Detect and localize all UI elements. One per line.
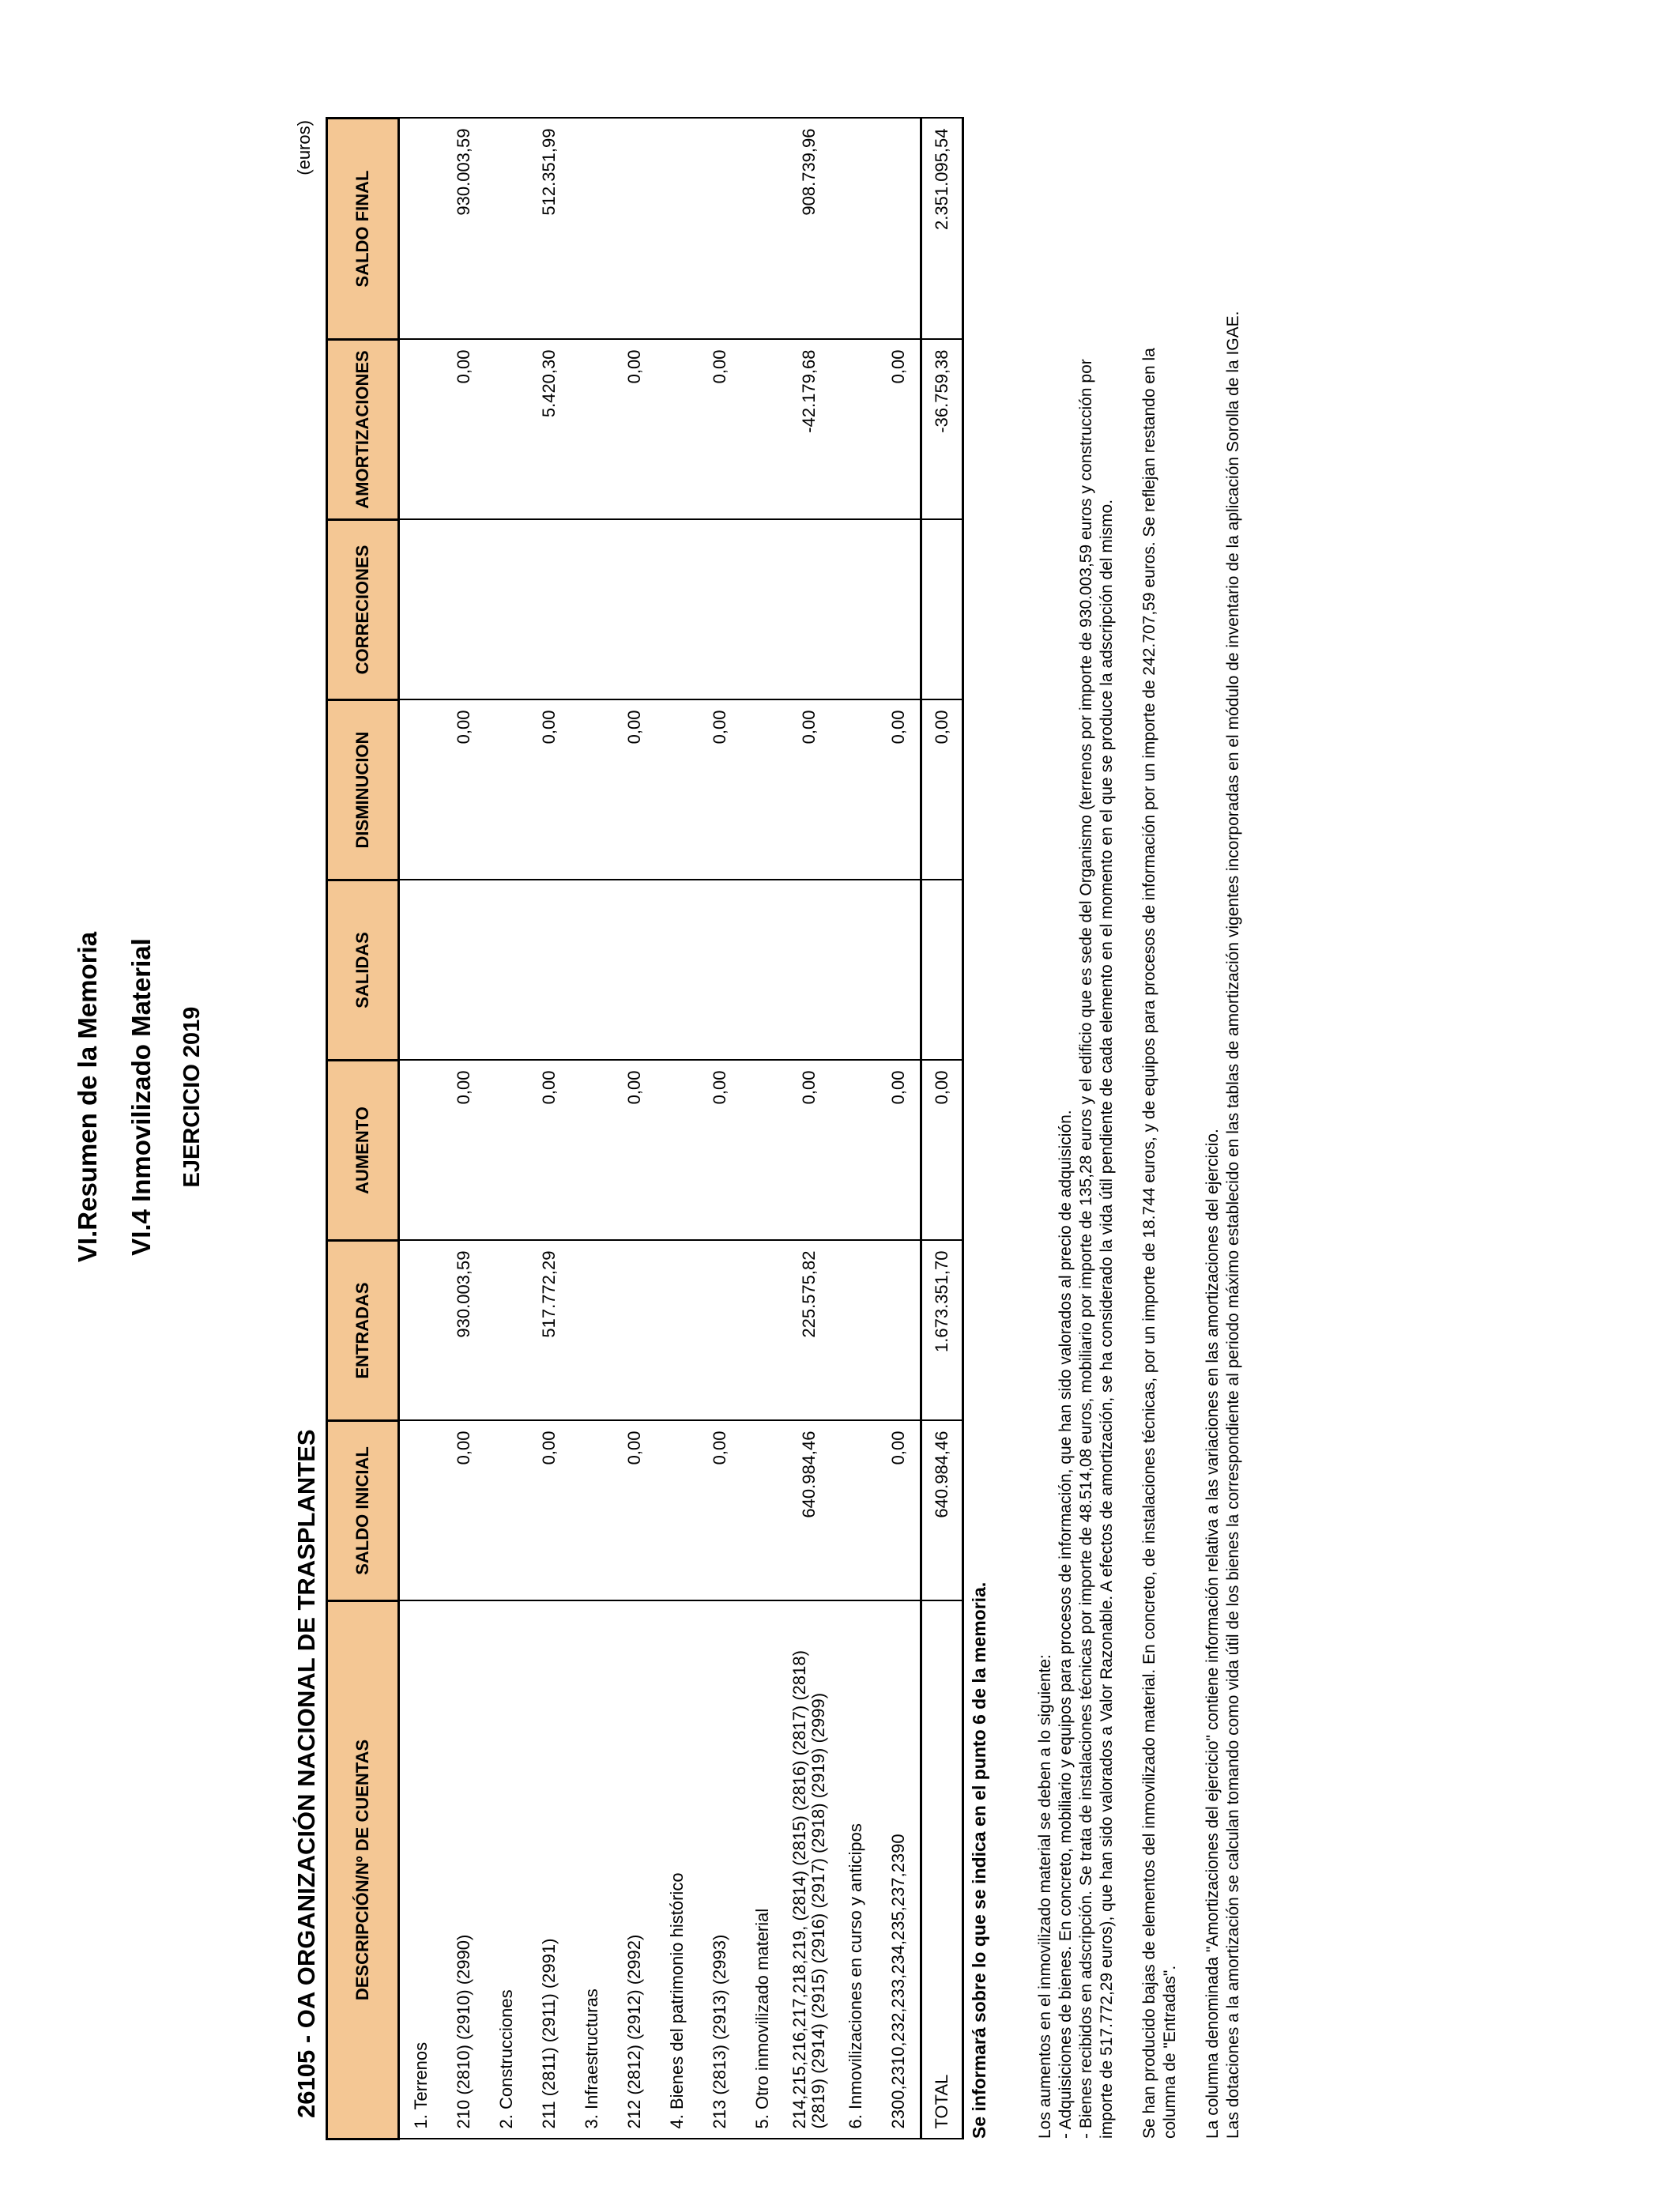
total-amortizaciones: -36.759,38 xyxy=(921,340,963,520)
explanatory-notes xyxy=(1035,84,1244,2139)
table-row xyxy=(877,119,921,2139)
table-row xyxy=(784,119,834,2139)
cell-saldo-final xyxy=(741,119,784,340)
note-line: - Bienes recibidos en adscripción. Se trata de instalaciones técnicas por importe de 48.514,08 euros, mobiliario por importe de 135,28 euros y el edificio que es sede del Organismo (terrenos por importe de 930.003,59 euros y construcción por xyxy=(1077,359,1095,2139)
col-descripcion: DESCRIPCIÓN/Nº DE CUENTAS xyxy=(327,1601,399,2139)
cell-saldo-inicial xyxy=(399,1421,443,1601)
note-line: - Adquisiciones de bienes. En concreto, mobiliario y equipos para procesos de información, que han sido valorados al precio de adquisición. xyxy=(1057,1110,1075,2139)
cell-saldo-inicial: 0,00 xyxy=(443,1421,485,1601)
inmovilizado-table xyxy=(326,117,964,2140)
organization-heading: 26105 - OA ORGANIZACIÓN NACIONAL DE TRASPLANTES xyxy=(292,1429,320,2118)
cell-correciones xyxy=(784,520,834,700)
cell-salidas xyxy=(834,880,877,1061)
cell-amortizaciones xyxy=(399,340,443,520)
cell-salidas xyxy=(571,880,613,1061)
table-row xyxy=(528,119,571,2139)
cell-saldo-inicial: 0,00 xyxy=(877,1421,921,1601)
cell-disminucion xyxy=(571,700,613,880)
cell-amortizaciones: 0,00 xyxy=(877,340,921,520)
cell-saldo-inicial xyxy=(741,1421,784,1601)
cell-correciones xyxy=(656,520,699,700)
total-aumento: 0,00 xyxy=(921,1061,963,1241)
note-line: La columna denominada "Amortizaciones del ejercicio" contiene información relativa a las variaciones en las amortizaciones del ejercicio. xyxy=(1203,1129,1222,2139)
cell-salidas xyxy=(443,880,485,1061)
cell-descripcion: 3. Infraestructuras xyxy=(571,1601,613,2139)
exercise-year: EJERCICIO 2019 xyxy=(179,1006,205,1188)
table-row xyxy=(741,119,784,2139)
units-label: (euros) xyxy=(294,120,314,175)
cell-disminucion xyxy=(834,700,877,880)
cell-aumento xyxy=(656,1061,699,1241)
cell-saldo-inicial: 0,00 xyxy=(699,1421,741,1601)
table-row xyxy=(834,119,877,2139)
cell-disminucion: 0,00 xyxy=(784,700,834,880)
cell-entradas xyxy=(699,1241,741,1421)
total-correciones xyxy=(921,520,963,700)
cell-aumento: 0,00 xyxy=(877,1061,921,1241)
total-entradas: 1.673.351,70 xyxy=(921,1241,963,1421)
table-row xyxy=(485,119,528,2139)
cell-saldo-final: 908.739,96 xyxy=(784,119,834,340)
cell-saldo-inicial xyxy=(834,1421,877,1601)
cell-salidas xyxy=(741,880,784,1061)
col-saldo-final: SALDO FINAL xyxy=(327,119,399,340)
cell-correciones xyxy=(485,520,528,700)
cell-disminucion: 0,00 xyxy=(877,700,921,880)
cell-saldo-final xyxy=(699,119,741,340)
col-aumento: AUMENTO xyxy=(327,1061,399,1241)
cell-saldo-final xyxy=(399,119,443,340)
cell-salidas xyxy=(699,880,741,1061)
cell-amortizaciones xyxy=(741,340,784,520)
table-row xyxy=(399,119,443,2139)
cell-saldo-inicial: 640.984,46 xyxy=(784,1421,834,1601)
cell-correciones xyxy=(834,520,877,700)
cell-entradas: 225.575,82 xyxy=(784,1241,834,1421)
cell-saldo-inicial xyxy=(571,1421,613,1601)
cell-correciones xyxy=(699,520,741,700)
table-header-row xyxy=(327,119,399,2139)
cell-amortizaciones xyxy=(485,340,528,520)
cell-salidas xyxy=(877,880,921,1061)
note-line: Las dotaciones a la amortización se calculan tomando como vida útil de los bienes la correspondiente al periodo máximo establecido en las tablas de amortización vigentes incorporadas en el módulo de inventario de la aplicación Sorolla de la IGAE. xyxy=(1224,311,1242,2139)
cell-aumento xyxy=(741,1061,784,1241)
cell-saldo-final xyxy=(571,119,613,340)
cell-aumento: 0,00 xyxy=(443,1061,485,1241)
cell-entradas: 517.772,29 xyxy=(528,1241,571,1421)
cell-amortizaciones: 0,00 xyxy=(443,340,485,520)
cell-amortizaciones: 0,00 xyxy=(699,340,741,520)
cell-salidas xyxy=(784,880,834,1061)
cell-saldo-final: 512.351,99 xyxy=(528,119,571,340)
cell-saldo-final xyxy=(485,119,528,340)
cell-entradas xyxy=(613,1241,656,1421)
cell-aumento: 0,00 xyxy=(699,1061,741,1241)
total-label: TOTAL xyxy=(921,1601,963,2139)
cell-disminucion: 0,00 xyxy=(699,700,741,880)
table-row xyxy=(571,119,613,2139)
note-line: Los aumentos en el inmovilizado material se deben a lo siguiente: xyxy=(1036,1654,1054,2139)
total-disminucion: 0,00 xyxy=(921,700,963,880)
cell-descripcion: 2300,2310,232,233,234,235,237,2390 xyxy=(877,1601,921,2139)
cell-aumento xyxy=(485,1061,528,1241)
cell-saldo-inicial: 0,00 xyxy=(613,1421,656,1601)
section-title: VI.4 Inmovilizado Material xyxy=(126,938,156,1256)
cell-amortizaciones: -42.179,68 xyxy=(784,340,834,520)
col-saldo-inicial: SALDO INICIAL xyxy=(327,1421,399,1601)
cell-entradas xyxy=(485,1241,528,1421)
col-disminucion: DISMINUCION xyxy=(327,700,399,880)
cell-descripcion: 5. Otro inmovilizado material xyxy=(741,1601,784,2139)
cell-correciones xyxy=(443,520,485,700)
cell-disminucion: 0,00 xyxy=(528,700,571,880)
cell-descripcion: 6. Inmovilizaciones en curso y anticipos xyxy=(834,1601,877,2139)
cell-descripcion: 2. Construcciones xyxy=(485,1601,528,2139)
cell-salidas xyxy=(656,880,699,1061)
cell-salidas xyxy=(528,880,571,1061)
total-row xyxy=(921,119,963,2139)
note-line: Se han producido bajas de elementos del inmovilizado material. En concreto, de instalaciones técnicas, por un importe de 18.744 euros, y de equipos para procesos de información por un importe de 242.707,59 euros. Se reflejan restando en la xyxy=(1140,348,1158,2139)
cell-saldo-final xyxy=(613,119,656,340)
cell-salidas xyxy=(613,880,656,1061)
cell-aumento xyxy=(834,1061,877,1241)
cell-descripcion: 211 (2811) (2911) (2991) xyxy=(528,1601,571,2139)
cell-saldo-final xyxy=(656,119,699,340)
cell-descripcion: 210 (2810) (2910) (2990) xyxy=(443,1601,485,2139)
cell-disminucion xyxy=(741,700,784,880)
col-correciones: CORRECIONES xyxy=(327,520,399,700)
total-salidas xyxy=(921,880,963,1061)
col-salidas: SALIDAS xyxy=(327,880,399,1061)
memoria-title: VI.Resumen de la Memoria xyxy=(73,931,102,1263)
total-saldo-final: 2.351.095,54 xyxy=(921,119,963,340)
table-row xyxy=(656,119,699,2139)
cell-entradas xyxy=(877,1241,921,1421)
cell-amortizaciones xyxy=(656,340,699,520)
cell-entradas xyxy=(399,1241,443,1421)
cell-entradas: 930.003,59 xyxy=(443,1241,485,1421)
memoria-reference-note: Se informará sobre lo que se indica en el punto 6 de la memoria. xyxy=(969,1581,989,2139)
cell-amortizaciones: 0,00 xyxy=(613,340,656,520)
cell-aumento xyxy=(399,1061,443,1241)
cell-correciones xyxy=(613,520,656,700)
cell-entradas xyxy=(741,1241,784,1421)
cell-entradas xyxy=(656,1241,699,1421)
note-line: columna de "Entradas". xyxy=(1161,1965,1179,2139)
cell-entradas xyxy=(571,1241,613,1421)
cell-correciones xyxy=(399,520,443,700)
cell-descripcion: 214,215,216,217,218,219, (2814) (2815) (2816) (2817) (2818) (2819) (2914) (2915) (2916) (2917) (2918) (2919) (2999) xyxy=(784,1601,834,2139)
cell-descripcion: 213 (2813) (2913) (2993) xyxy=(699,1601,741,2139)
cell-disminucion: 0,00 xyxy=(443,700,485,880)
cell-aumento: 0,00 xyxy=(528,1061,571,1241)
cell-saldo-final: 930.003,59 xyxy=(443,119,485,340)
cell-aumento: 0,00 xyxy=(784,1061,834,1241)
cell-amortizaciones xyxy=(571,340,613,520)
cell-aumento: 0,00 xyxy=(613,1061,656,1241)
cell-salidas xyxy=(399,880,443,1061)
cell-amortizaciones xyxy=(834,340,877,520)
total-saldo-inicial: 640.984,46 xyxy=(921,1421,963,1601)
cell-amortizaciones: 5.420,30 xyxy=(528,340,571,520)
note-line: importe de 517.772,29 euros), que han sido valorados a Valor Razonable. A efectos de amortización, se ha considerado la vida útil pendiente de cada elemento en el momento en el que se produce la adscripción del mismo. xyxy=(1098,499,1116,2139)
table-row xyxy=(613,119,656,2139)
col-entradas: ENTRADAS xyxy=(327,1241,399,1421)
cell-aumento xyxy=(571,1061,613,1241)
cell-descripcion: 1. Terrenos xyxy=(399,1601,443,2139)
cell-salidas xyxy=(485,880,528,1061)
cell-descripcion: 4. Bienes del patrimonio histórico xyxy=(656,1601,699,2139)
table-row xyxy=(443,119,485,2139)
cell-correciones xyxy=(528,520,571,700)
col-amortizaciones: AMORTIZACIONES xyxy=(327,340,399,520)
cell-entradas xyxy=(834,1241,877,1421)
cell-disminucion xyxy=(485,700,528,880)
cell-saldo-final xyxy=(834,119,877,340)
cell-correciones xyxy=(877,520,921,700)
cell-saldo-final xyxy=(877,119,921,340)
cell-correciones xyxy=(571,520,613,700)
cell-descripcion: 212 (2812) (2912) (2992) xyxy=(613,1601,656,2139)
cell-saldo-inicial xyxy=(485,1421,528,1601)
table-row xyxy=(699,119,741,2139)
cell-saldo-inicial: 0,00 xyxy=(528,1421,571,1601)
cell-disminucion xyxy=(399,700,443,880)
cell-saldo-inicial xyxy=(656,1421,699,1601)
cell-correciones xyxy=(741,520,784,700)
cell-disminucion: 0,00 xyxy=(613,700,656,880)
cell-disminucion xyxy=(656,700,699,880)
